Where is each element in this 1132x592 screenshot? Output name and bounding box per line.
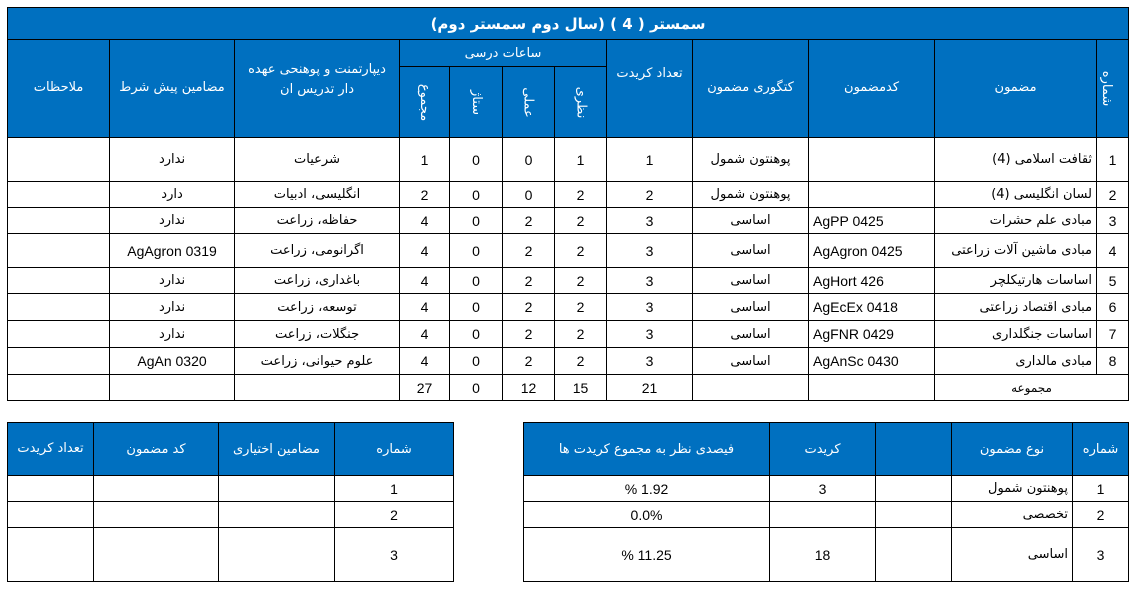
- row-category: پوهنتون شمول: [693, 138, 809, 182]
- row-theory: 2: [555, 321, 607, 348]
- summary-credits: [770, 502, 876, 528]
- col-total-header: مجموع: [400, 67, 450, 138]
- row-theory: 2: [555, 348, 607, 375]
- row-subject: اساسات جنگلداری: [935, 321, 1097, 348]
- row-practical: 2: [503, 321, 555, 348]
- elective-code: [94, 502, 219, 528]
- electives-table: [7, 422, 454, 582]
- summary-credits-header: کریدت: [770, 423, 876, 476]
- summary-row: [524, 502, 1129, 528]
- summary-type-header: نوع مضمون: [952, 423, 1073, 476]
- col-code-header: کدمضمون: [809, 40, 935, 138]
- row-practical: 2: [503, 208, 555, 234]
- row-remarks: [8, 321, 110, 348]
- row-internship: 0: [450, 268, 503, 294]
- summary-percent: 0.0%: [524, 502, 770, 528]
- col-subject-header: مضمون: [935, 40, 1097, 138]
- row-total: 4: [400, 268, 450, 294]
- elective-number: 1: [335, 476, 454, 502]
- row-code: AgPP 0425: [809, 208, 935, 234]
- table-row: [8, 294, 1129, 321]
- table-row: [8, 234, 1129, 268]
- row-code: AgAnSc 0430: [809, 348, 935, 375]
- row-number: 7: [1097, 321, 1129, 348]
- row-practical: 2: [503, 294, 555, 321]
- summary-number: 2: [1073, 502, 1129, 528]
- row-remarks: [8, 182, 110, 208]
- row-total: 4: [400, 321, 450, 348]
- electives-number-header: شماره: [335, 423, 454, 476]
- summary-percent-header: فیصدی نظر به مجموع کریدت ها: [524, 423, 770, 476]
- electives-credits-header: تعداد کریدت: [8, 423, 94, 476]
- row-internship: 0: [450, 234, 503, 268]
- col-practical-header: عملی: [503, 67, 555, 138]
- row-practical: 0: [503, 138, 555, 182]
- row-category: اساسی: [693, 208, 809, 234]
- row-theory: 1: [555, 138, 607, 182]
- row-prereq: AgAn 0320: [110, 348, 235, 375]
- row-internship: 0: [450, 294, 503, 321]
- row-internship: 0: [450, 348, 503, 375]
- summary-row: [524, 476, 1129, 502]
- row-code: AgHort 426: [809, 268, 935, 294]
- row-code: [809, 182, 935, 208]
- totals-practical: 12: [503, 375, 555, 401]
- totals-internship: 0: [450, 375, 503, 401]
- row-prereq: دارد: [110, 182, 235, 208]
- electives-subjects-header: مضامین اختیاری: [219, 423, 335, 476]
- col-internship-header: ستاژ: [450, 67, 503, 138]
- row-theory: 2: [555, 208, 607, 234]
- row-total: 4: [400, 294, 450, 321]
- summary-table: [523, 422, 1129, 582]
- row-department: علوم حیوانی، زراعت: [235, 348, 400, 375]
- row-internship: 0: [450, 208, 503, 234]
- row-total: 1: [400, 138, 450, 182]
- elective-row: [8, 528, 454, 582]
- row-practical: 2: [503, 268, 555, 294]
- row-remarks: [8, 268, 110, 294]
- row-credits: 3: [607, 208, 693, 234]
- row-category: پوهنتون شمول: [693, 182, 809, 208]
- table-title: سمستر ( 4 ) (سال دوم سمستر دوم): [8, 8, 1129, 40]
- row-code: AgFNR 0429: [809, 321, 935, 348]
- elective-subject: [219, 528, 335, 582]
- row-category: اساسی: [693, 321, 809, 348]
- row-remarks: [8, 208, 110, 234]
- row-credits: 2: [607, 182, 693, 208]
- elective-number: 3: [335, 528, 454, 582]
- summary-blank: [876, 502, 952, 528]
- row-code: AgEcEx 0418: [809, 294, 935, 321]
- row-subject: مبادی اقتصاد زراعتی: [935, 294, 1097, 321]
- summary-percent: 1.92 %: [524, 476, 770, 502]
- row-prereq: ندارد: [110, 138, 235, 182]
- col-category-header: کتگوری مضمون: [693, 40, 809, 138]
- row-number: 4: [1097, 234, 1129, 268]
- elective-subject: [219, 476, 335, 502]
- row-code: [809, 138, 935, 182]
- summary-blank: [876, 476, 952, 502]
- row-practical: 2: [503, 234, 555, 268]
- elective-credits: [8, 528, 94, 582]
- row-theory: 2: [555, 294, 607, 321]
- elective-number: 2: [335, 502, 454, 528]
- table-row: [8, 138, 1129, 182]
- table-row: [8, 268, 1129, 294]
- summary-credits: 18: [770, 528, 876, 582]
- row-department: جنگلات، زراعت: [235, 321, 400, 348]
- row-subject: مبادی علم حشرات: [935, 208, 1097, 234]
- row-credits: 3: [607, 234, 693, 268]
- row-remarks: [8, 294, 110, 321]
- table-row: [8, 208, 1129, 234]
- col-prereq-header: مضامین پیش شرط: [110, 40, 235, 138]
- summary-percent: 11.25 %: [524, 528, 770, 582]
- elective-credits: [8, 502, 94, 528]
- row-subject: مبادی ماشین آلات زراعتی: [935, 234, 1097, 268]
- row-category: اساسی: [693, 348, 809, 375]
- row-credits: 3: [607, 294, 693, 321]
- summary-number: 1: [1073, 476, 1129, 502]
- elective-row: [8, 502, 454, 528]
- row-subject: مبادی مالداری: [935, 348, 1097, 375]
- row-prereq: ندارد: [110, 294, 235, 321]
- row-theory: 2: [555, 234, 607, 268]
- col-number-header: شماره: [1097, 40, 1129, 138]
- row-category: اساسی: [693, 234, 809, 268]
- totals-theory: 15: [555, 375, 607, 401]
- col-hours-group-header: ساعات درسی: [400, 40, 607, 67]
- row-subject: اساسات هارتیکلچر: [935, 268, 1097, 294]
- totals-row: [8, 375, 1129, 401]
- totals-credits: 21: [607, 375, 693, 401]
- row-subject: لسان انگلیسی (4): [935, 182, 1097, 208]
- row-prereq: AgAgron 0319: [110, 234, 235, 268]
- row-number: 2: [1097, 182, 1129, 208]
- row-number: 3: [1097, 208, 1129, 234]
- row-internship: 0: [450, 321, 503, 348]
- summary-type: تخصصی: [952, 502, 1073, 528]
- row-theory: 2: [555, 268, 607, 294]
- semester-table: [7, 7, 1129, 401]
- row-total: 2: [400, 182, 450, 208]
- table-row: [8, 321, 1129, 348]
- row-code: AgAgron 0425: [809, 234, 935, 268]
- summary-number-header: شماره: [1073, 423, 1129, 476]
- electives-code-header: کد مضمون: [94, 423, 219, 476]
- table-row: [8, 182, 1129, 208]
- col-theory-header: نظری: [555, 67, 607, 138]
- row-department: توسعه، زراعت: [235, 294, 400, 321]
- row-prereq: ندارد: [110, 321, 235, 348]
- col-department-header: دیپارتمنت و پوهنحی عهده دار تدریس ان: [235, 40, 400, 138]
- col-credits-header: تعداد کریدت: [607, 40, 693, 138]
- row-department: انگلیسی، ادبیات: [235, 182, 400, 208]
- row-credits: 3: [607, 348, 693, 375]
- row-category: اساسی: [693, 294, 809, 321]
- row-credits: 3: [607, 321, 693, 348]
- row-number: 1: [1097, 138, 1129, 182]
- row-total: 4: [400, 208, 450, 234]
- row-prereq: ندارد: [110, 208, 235, 234]
- row-department: اگرانومی، زراعت: [235, 234, 400, 268]
- summary-number: 3: [1073, 528, 1129, 582]
- summary-blank: [876, 528, 952, 582]
- row-category: اساسی: [693, 268, 809, 294]
- row-practical: 2: [503, 348, 555, 375]
- row-prereq: ندارد: [110, 268, 235, 294]
- row-credits: 3: [607, 268, 693, 294]
- elective-row: [8, 476, 454, 502]
- table-row: [8, 348, 1129, 375]
- elective-code: [94, 476, 219, 502]
- row-number: 5: [1097, 268, 1129, 294]
- elective-code: [94, 528, 219, 582]
- summary-row: [524, 528, 1129, 582]
- summary-type: پوهنتون شمول: [952, 476, 1073, 502]
- row-remarks: [8, 348, 110, 375]
- row-total: 4: [400, 234, 450, 268]
- row-internship: 0: [450, 138, 503, 182]
- summary-credits: 3: [770, 476, 876, 502]
- row-practical: 0: [503, 182, 555, 208]
- row-number: 6: [1097, 294, 1129, 321]
- row-credits: 1: [607, 138, 693, 182]
- row-subject: ثقافت اسلامی (4): [935, 138, 1097, 182]
- summary-type: اساسی: [952, 528, 1073, 582]
- row-theory: 2: [555, 182, 607, 208]
- row-total: 4: [400, 348, 450, 375]
- elective-credits: [8, 476, 94, 502]
- row-number: 8: [1097, 348, 1129, 375]
- totals-total: 27: [400, 375, 450, 401]
- col-remarks-header: ملاحظات: [8, 40, 110, 138]
- row-department: شرعیات: [235, 138, 400, 182]
- row-remarks: [8, 138, 110, 182]
- row-department: حفاظه، زراعت: [235, 208, 400, 234]
- totals-label: مجموعه: [935, 375, 1129, 401]
- row-department: باغداری، زراعت: [235, 268, 400, 294]
- row-internship: 0: [450, 182, 503, 208]
- row-remarks: [8, 234, 110, 268]
- elective-subject: [219, 502, 335, 528]
